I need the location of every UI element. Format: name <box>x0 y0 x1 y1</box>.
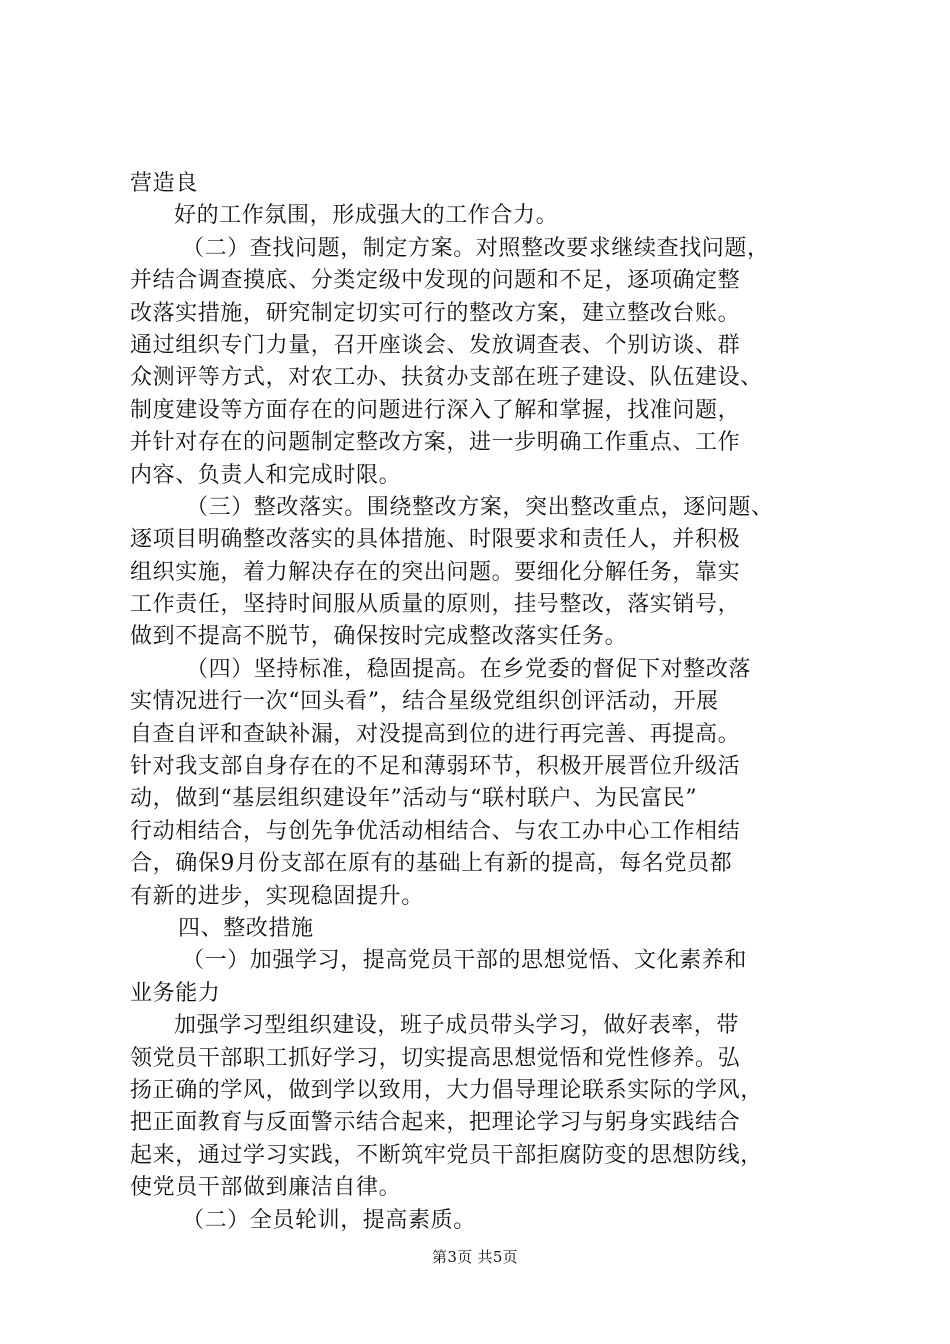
text-line: 通过组织专门力量，召开座谈会、发放调查表、个别访谈、群 <box>130 332 741 358</box>
text-line: 实情况进行一次“回头看”，结合星级党组织创评活动，开展 <box>130 689 719 715</box>
text-line: 内容、负责人和完成时限。 <box>130 462 402 488</box>
text-line: （二）全员轮训，提高素质。 <box>182 1207 476 1233</box>
text-line: 动，做到“基层组织建设年”活动与“联村联户、为民富民” <box>130 786 698 812</box>
text-line: 并针对存在的问题制定整改方案，进一步明确工作重点、工作 <box>130 430 741 456</box>
text-line: 好的工作氛围，形成强大的工作合力。 <box>174 203 559 229</box>
text-line: 众测评等方式，对农工办、扶贫办支部在班子建设、队伍建设、 <box>130 365 763 391</box>
text-line: （三）整改落实。围绕整改方案，突出整改重点，逐问题、 <box>186 494 774 520</box>
text-line: 逐项目明确整改落实的具体措施、时限要求和责任人，并积极 <box>130 527 741 553</box>
text-line: 工作责任，坚持时间服从质量的原则，挂号整改，落实销号， <box>130 592 741 618</box>
text-line: 把正面教育与反面警示结合起来，把理论学习与躬身实践结合 <box>130 1110 741 1136</box>
page-number: 第3页 共5页 <box>432 1248 518 1266</box>
section-heading: 四、整改措施 <box>178 915 314 941</box>
text-line: 组织实施，着力解决存在的突出问题。要细化分解任务，靠实 <box>130 559 741 585</box>
text-line: 行动相结合，与创先争优活动相结合、与农工办中心工作相结 <box>130 818 741 844</box>
text-line: 业务能力 <box>130 980 221 1006</box>
text-line: 领党员干部职工抓好学习，切实提高思想觉悟和党性修养。弘 <box>130 1045 741 1071</box>
text-line: 有新的进步，实现稳固提升。 <box>130 883 424 909</box>
text-line: 扬正确的学风，做到学以致用，大力倡导理论联系实际的学风， <box>130 1077 763 1103</box>
text-line: 加强学习型组织建设，班子成员带头学习，做好表率，带 <box>174 1013 740 1039</box>
text-line: 针对我支部自身存在的不足和薄弱环节，积极开展晋位升级活 <box>130 754 741 780</box>
document-body <box>130 168 850 1237</box>
page-footer <box>0 1246 950 1267</box>
text-line: 改落实措施，研究制定切实可行的整改方案，建立整改台账。 <box>130 300 741 326</box>
text-line: 营造良 <box>130 171 198 196</box>
text-line: 使党员干部做到廉洁自律。 <box>130 1175 402 1201</box>
text-line: 自查自评和查缺补漏，对没提高到位的进行再完善、再提高。 <box>130 721 741 747</box>
text-line: 制度建设等方面存在的问题进行深入了解和掌握，找准问题， <box>130 397 741 423</box>
text-line: 并结合调查摸底、分类定级中发现的问题和不足，逐项确定整 <box>130 268 741 294</box>
text-line: 起来，通过学习实践，不断筑牢党员干部拒腐防变的思想防线， <box>130 1142 763 1168</box>
text-line: （二）查找问题，制定方案。对照整改要求继续查找问题， <box>182 235 770 261</box>
text-line: 做到不提高不脱节，确保按时完成整改落实任务。 <box>130 624 628 650</box>
text-line: （四）坚持标准，稳固提高。在乡党委的督促下对整改落 <box>186 656 752 682</box>
text-line: （一）加强学习，提高党员干部的思想觉悟、文化素养和 <box>182 948 748 974</box>
text-line: 合，确保9月份支部在原有的基础上有新的提高，每名党员都 <box>130 851 733 877</box>
